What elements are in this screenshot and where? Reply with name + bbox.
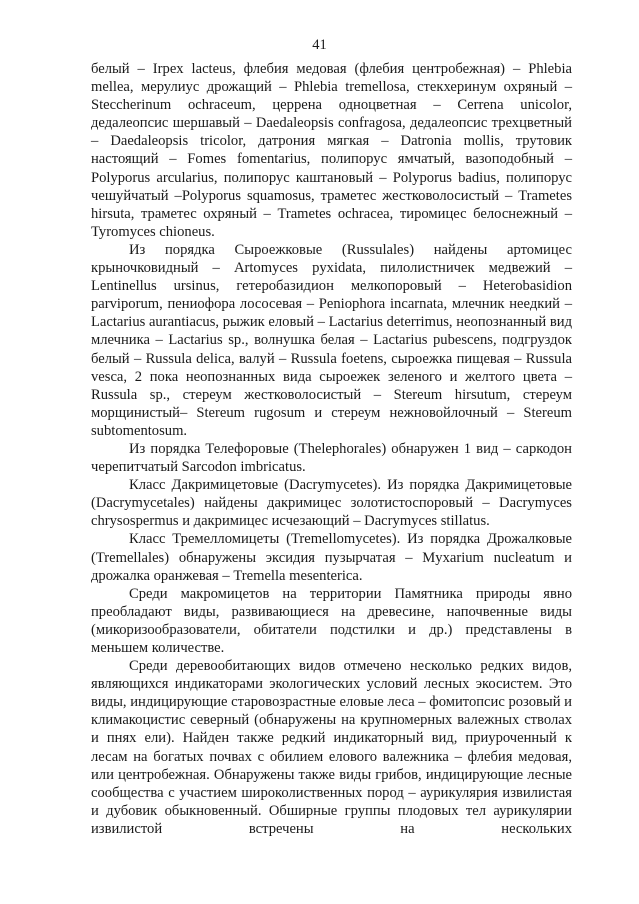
document-body [91, 60, 572, 838]
page-number: 41 [312, 37, 327, 53]
paragraph-tremellomycetes: Класс Тремелломицеты (Tremellomycetes). Из порядка Дрожалковые (Tremellales) обнаружены эксидия пузырчатая – Myxarium nucleatum и дрожалка оранжевая – Tremella mesenterica. [91, 531, 572, 584]
paragraph-wood-inhabiting-species: Среди деревообитающих видов отмечено несколько редких видов, являющихся индикаторами экологических условий лесных экосистем. Это виды, индицирующие старовозрастные еловые леса – фомитопсис розовый и климакоцистис северный (обнаружены на крупномерных валежных стволах и пнях ели). Найден также редкий индикаторный вид, приуроченный к лесам на богатых почвах с обилием елового валежника – флебия медовая, или центробежная. Обнаружены также виды грибов, индицирующие лесные сообщества с участием широколиственных пород – аурикулярия извилистая и дубовик обыкновенный. Обширные группы плодовых тел аурикулярии извилистой встречены на нескольких [91, 658, 572, 837]
paragraph-macromycetes-summary: Среди макромицетов на территории Памятника природы явно преобладают виды, развивающиеся на древесине, напочвенные виды (микоризообразователи, обитатели подстилки и др.) представлены в меньшем количестве. [91, 585, 572, 656]
paragraph-thelephorales: Из порядка Телефоровые (Thelephorales) обнаружен 1 вид – саркодон черепитчатый Sarcodon imbricatus. [91, 440, 572, 476]
paragraph-dacrymycetes: Класс Дакримицетовые (Dacrymycetes). Из порядка Дакримицетовые (Dacrymycetales) найдены дакримицес золотистоспоровый – Dacrymyces chrysospermus и дакримицес исчезающий – Dacrymyces stillatus. [91, 477, 572, 530]
paragraph-russulales: Из порядка Сыроежковые (Russulales) найдены артомицес крыночковидный – Artomyces pyxidata, пилолистничек медвежий – Lentinellus ursinus, гетеробазидион мелкопоровый – Heterobasidion parviporum, пениофора лососевая – Peniophora incarnata, млечник неедкий – Lactarius aurantiacus, рыжик еловый – Lactarius deterrimus, неопознанный вид млечника – Lactarius sp., волнушка белая – Lactarius pubescens, подгруздок белый – Russula delica, валуй – Russula foetens, сыроежка пищевая – Russula vesca, 2 пока неопознанных вида сыроежек зеленого и желтого цвета – Russula sp., стереум жестковолосистый – Stereum hirsutum, стереум морщинистый– Stereum rugosum и стереум нежновойлочный – Stereum subtomentosum. [91, 241, 572, 439]
paragraph-polyporales-continued: белый – Irpex lacteus, флебия медовая (флебия центробежная) – Phlebia mellea, мерулиус дрожащий – Phlebia tremellosa, стекхеринум охряный – Steccherinum ochraceum, церрена одноцветная – Cerrena unicolor, дедалеопсис шершавый – Daedaleopsis confragosa, дедалеопсис трехцветный – Daedaleopsis tricolor, датрония мягкая – Datronia mollis, трутовик настоящий – Fomes fomentarius, полипорус ямчатый, вазоподобный – Polyporus arcularius, полипорус каштановый – Polyporus badius, полипорус чешуйчатый –Polyporus squamosus, траметес жестковолосистый – Trametes hirsuta, траметес охряный – Trametes ochracea, тиромицес белоснежный – Tyromyces chioneus. [91, 61, 572, 240]
